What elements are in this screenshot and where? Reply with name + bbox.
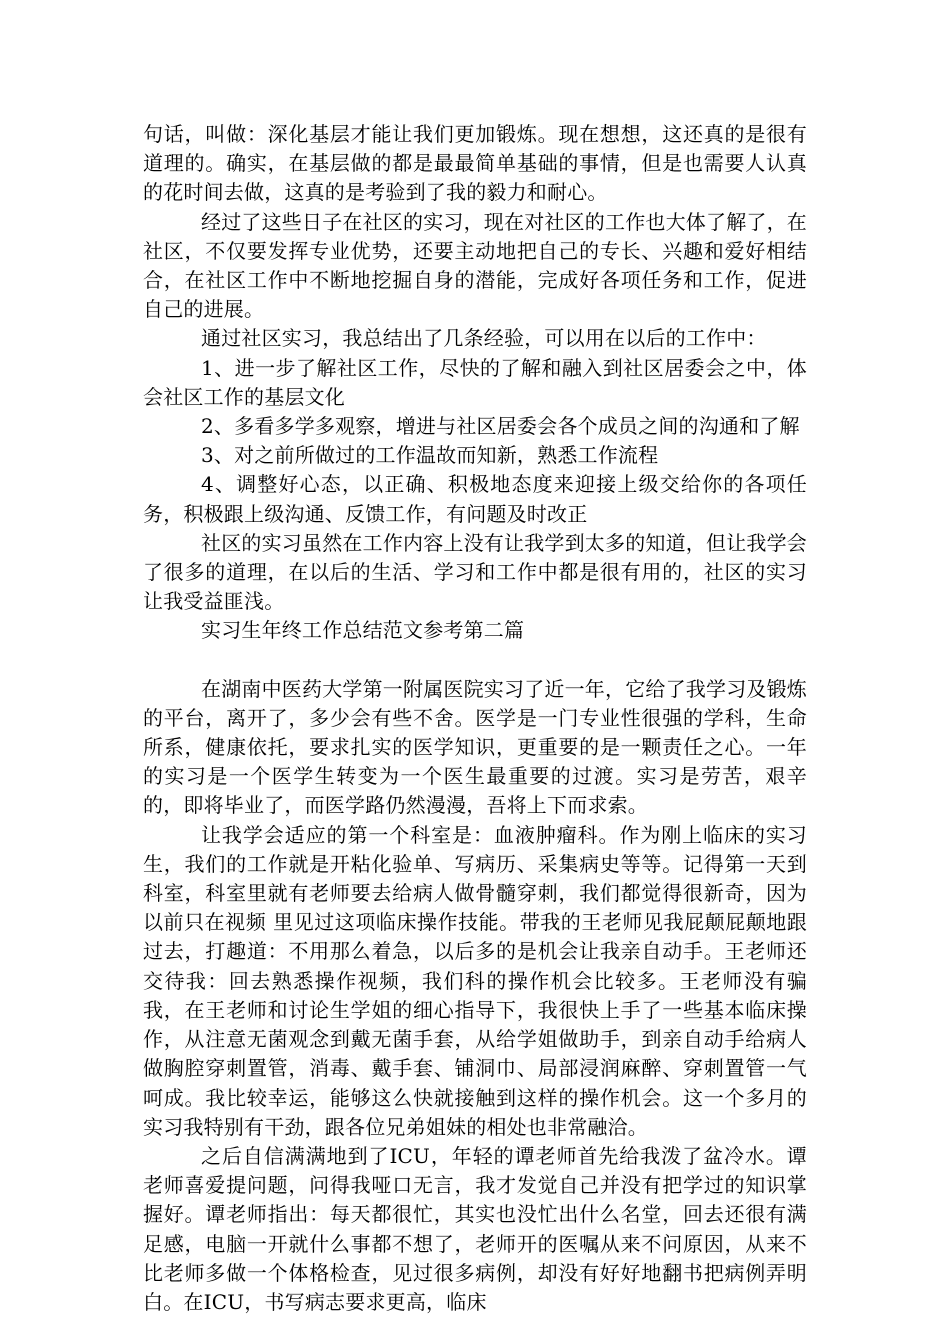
section-heading: 实习生年终工作总结范文参考第二篇 xyxy=(201,618,525,643)
list-item: 2、多看多学多观察，增进与社区居委会各个成员之间的沟通和了解 xyxy=(201,414,800,439)
paragraph: 社区的实习虽然在工作内容上没有让我学到太多的知道，但让我学会了很多的道理，在以后的生活、学习和工作中都是很有用的，社区的实习让我受益匪浅。 xyxy=(143,530,807,614)
paragraph: 让我学会适应的第一个科室是：血液肿瘤科。作为刚上临床的实习生，我们的工作就是开粘化验单、写病历、采集病史等等。记得第一天到科室，科室里就有老师要去给病人做骨髓穿刺，我们都觉得很新奇，因为以前只在视频 里见过这项临床操作技能。带我的王老师见我屁颠屁颠地跟过去，打趣道：不用那么着急，以后多的是机会让我亲自动手。王老师还交待我：回去熟悉操作视频，我们科的操作机会比较多。王老师没有骗我，在王老师和讨论生学姐的细心指导下，我很快上手了一些基本临床操作，从注意无菌观念到戴无菌手套，从给学姐做助手，到亲自动手给病人做胸腔穿刺置管，消毒、戴手套、铺洞巾、局部浸润麻醉、穿刺置管一气呵成。我比较幸运，能够这么快就接触到这样的操作机会。这一个多月的实习我特别有干劲，跟各位兄弟姐妹的相处也非常融洽。 xyxy=(143,822,807,1139)
paragraph: 之后自信满满地到了ICU，年轻的谭老师首先给我泼了盆冷水。谭老师喜爱提问题，问得我哑口无言，我才发觉自己并没有把学过的知识掌握好。谭老师指出：每天都很忙，其实也没忙出什么名堂，回去还很有满足感，电脑一开就什么事都不想了，老师开的医嘱从来不问原因，从来不比老师多做一个体格检查，见过很多病例，却没有好好地翻书把病例弄明白。在ICU，书写病志要求更高，临床 xyxy=(143,1143,807,1314)
list-item: 3、对之前所做过的工作温故而知新，熟悉工作流程 xyxy=(201,443,659,468)
paragraph-continuation: 句话，叫做：深化基层才能让我们更加锻炼。现在想想，这还真的是很有道理的。确实，在基层做的都是最最简单基础的事情，但是也需要人认真的花时间去做，这真的是考验到了我的毅力和耐心。 xyxy=(143,122,807,205)
paragraph: 经过了这些日子在社区的实习，现在对社区的工作也大体了解了，在社区，不仅要发挥专业优势，还要主动地把自己的专长、兴趣和爱好相结合，在社区工作中不断地挖掘自身的潜能，完成好各项任务和工作，促进自己的进展。 xyxy=(143,209,807,322)
list-item: 4、调整好心态，以正确、积极地态度来迎接上级交给你的各项任务，积极跟上级沟通、反馈工作，有问题及时改正 xyxy=(143,472,807,526)
paragraph: 通过社区实习，我总结出了几条经验，可以用在以后的工作中： xyxy=(201,326,767,351)
list-item: 1、进一步了解社区工作，尽快的了解和融入到社区居委会之中，体会社区工作的基层文化 xyxy=(143,355,807,409)
blank-line xyxy=(143,646,807,675)
paragraph: 在湖南中医药大学第一附属医院实习了近一年，它给了我学习及锻炼的平台，离开了，多少会有些不舍。医学是一门专业性很强的学科，生命所系，健康依托，要求扎实的医学知识，更重要的是一颗责任之心。一年的实习是一个医学生转变为一个医生最重要的过渡。实习是劳苦，艰辛的，即将毕业了，而医学路仍然漫漫，吾将上下而求索。 xyxy=(143,676,807,818)
document-page xyxy=(143,120,807,1317)
